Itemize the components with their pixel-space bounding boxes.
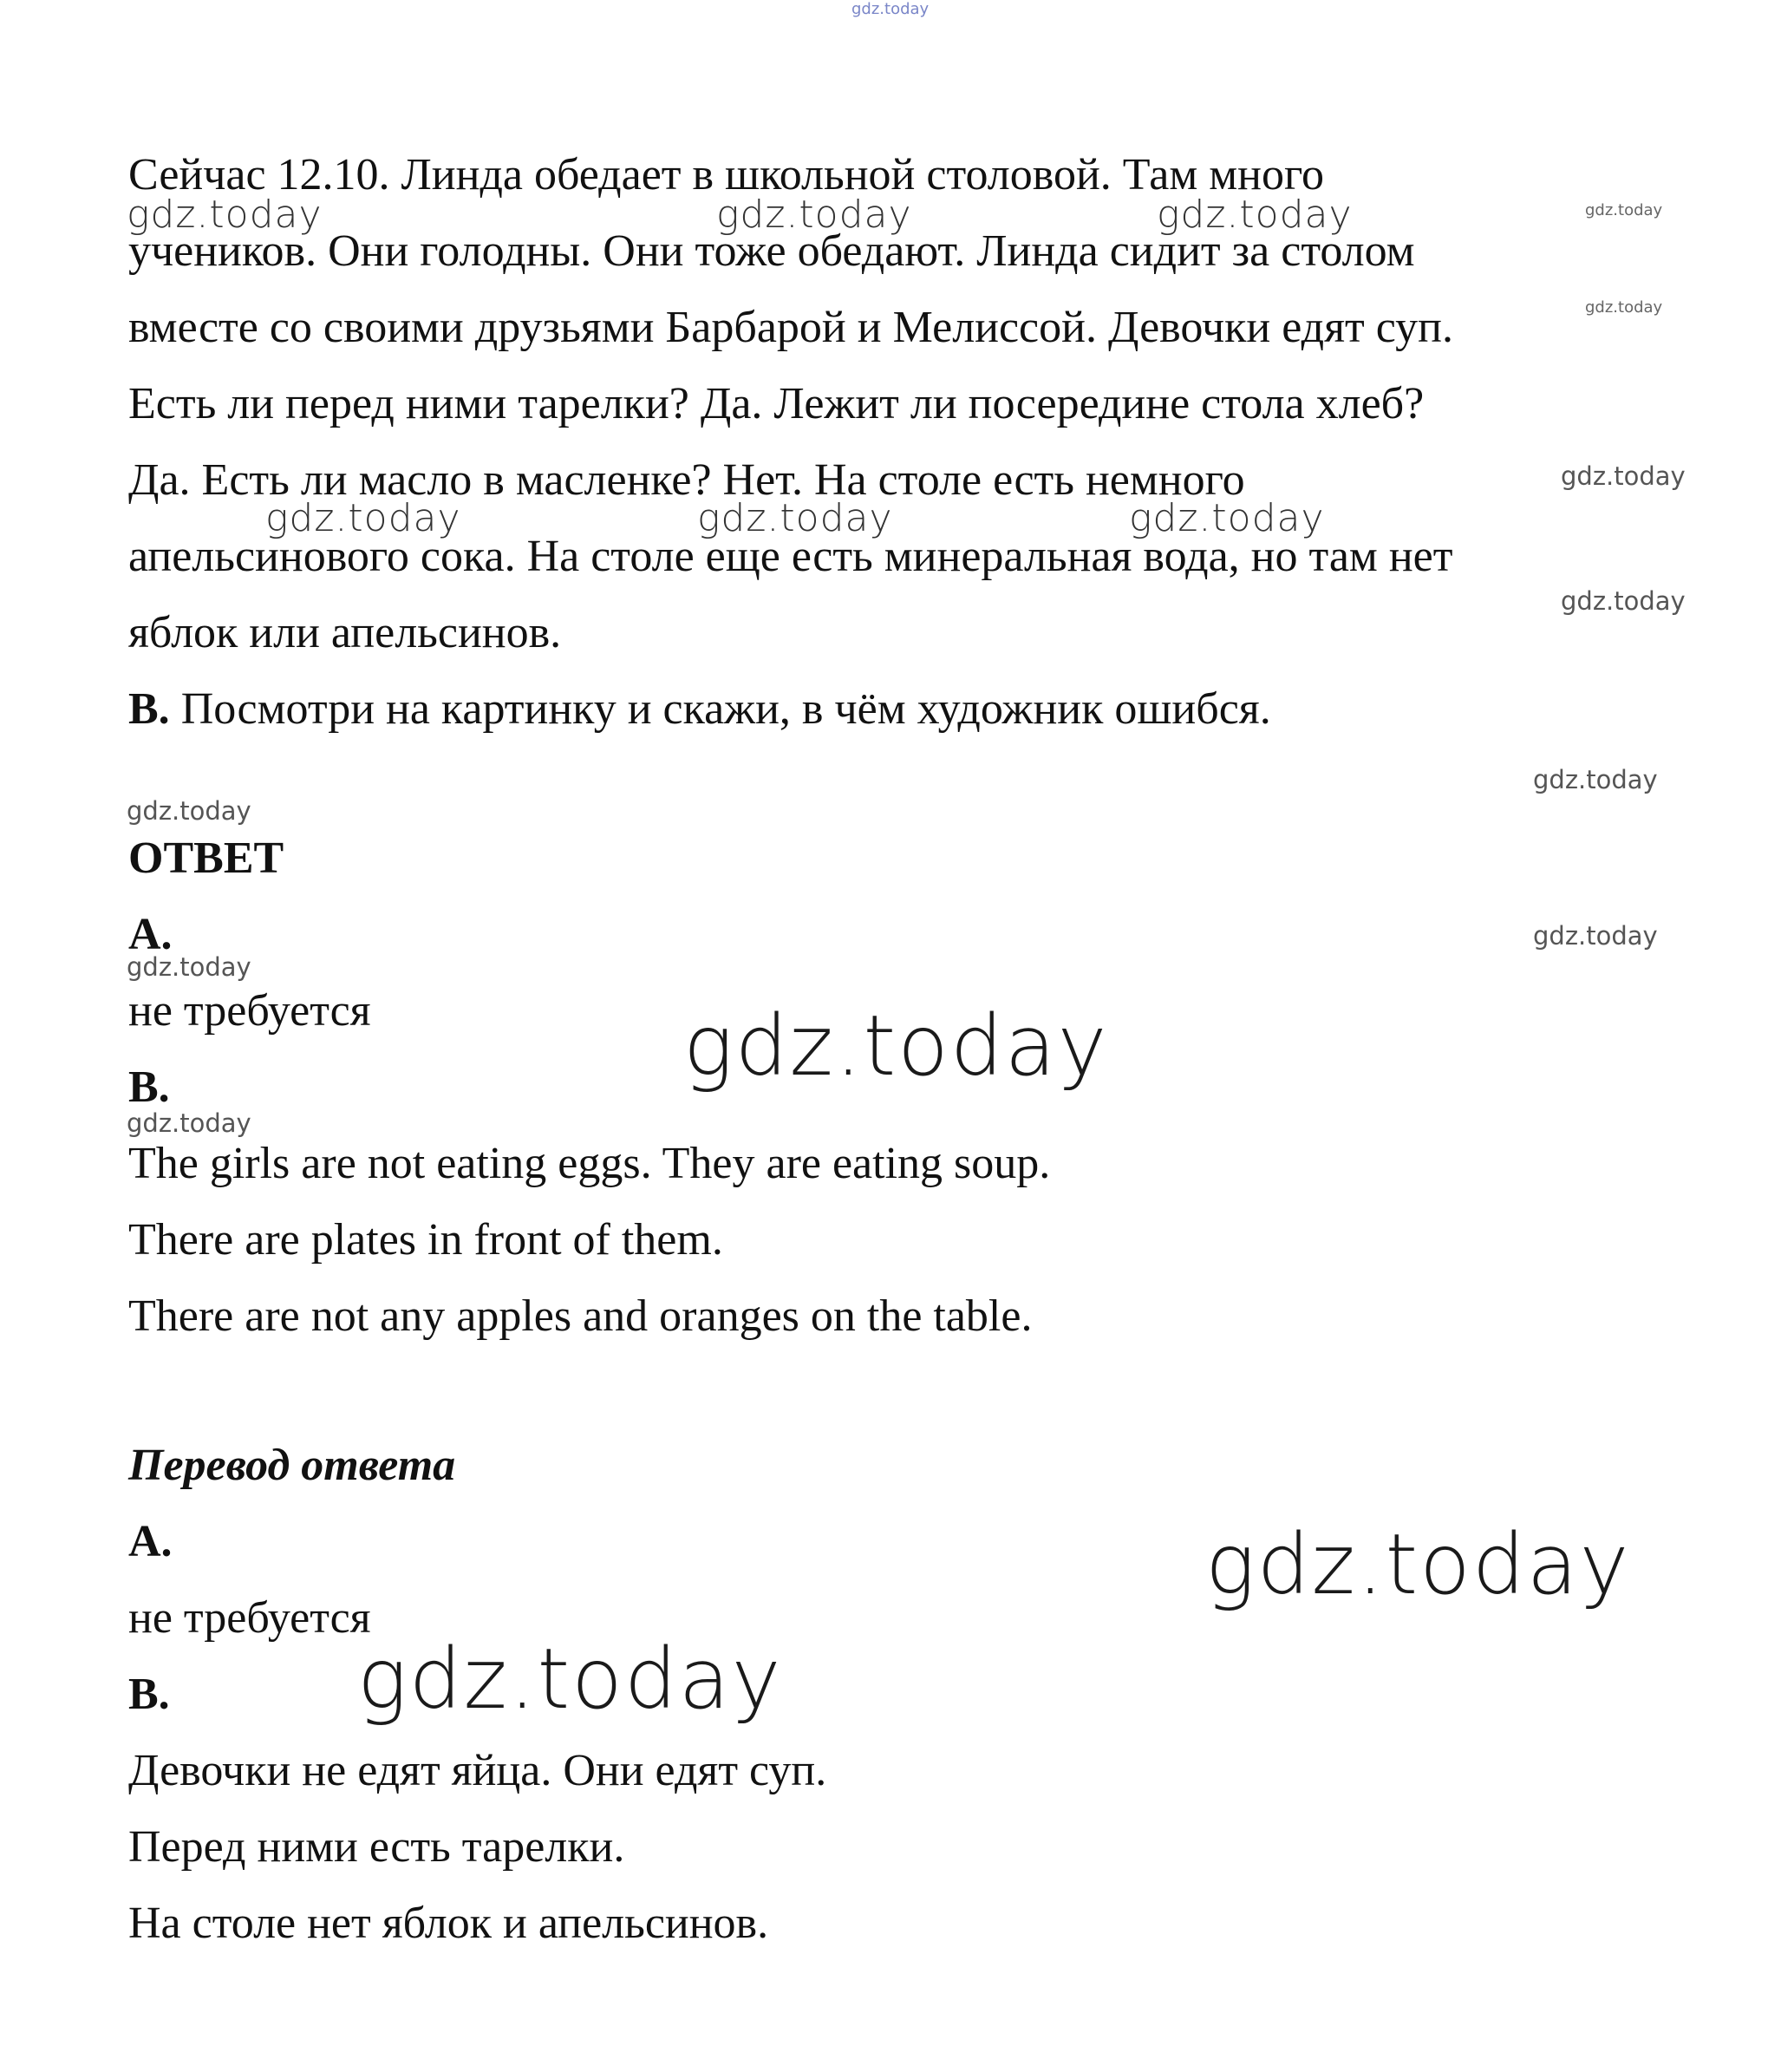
watermark: gdz.today: [1205, 1516, 1631, 1613]
translation-b-line-1: Девочки не едят яйца. Они едят суп.: [128, 1746, 827, 1795]
watermark: gdz.today: [265, 496, 461, 540]
task-text-line-5: Да. Есть ли масло в масленке? Нет. На столе есть немного: [128, 455, 1245, 505]
translation-a-text: не требуется: [128, 1593, 371, 1643]
translation-a-label: A.: [128, 1517, 173, 1566]
task-text-line-2: учеников. Они голодны. Они тоже обедают. Линда сидит за столом: [128, 226, 1415, 276]
task-text-line-7: яблок или апельсинов.: [128, 608, 562, 657]
watermark: gdz.today: [1129, 496, 1325, 540]
watermark: gdz.today: [1561, 461, 1686, 491]
watermark: gdz.today: [127, 193, 323, 237]
watermark: gdz.today: [1533, 921, 1658, 951]
answer-a-label: A.: [128, 910, 173, 959]
watermark: gdz.today: [851, 0, 930, 18]
task-text-line-1: Сейчас 12.10. Линда обедает в школьной столовой. Там много: [128, 150, 1324, 199]
answer-heading: ОТВЕТ: [128, 833, 284, 883]
translation-b-line-2: Перед ними есть тарелки.: [128, 1822, 625, 1872]
translation-heading: Перевод ответа: [128, 1441, 456, 1490]
task-b-text: Посмотри на картинку и скажи, в чём художник ошибся.: [180, 684, 1271, 734]
answer-b-line-1: The girls are not eating eggs. They are eating soup.: [128, 1139, 1051, 1188]
answer-b-label: B.: [128, 1062, 170, 1112]
watermark: gdz.today: [127, 796, 251, 826]
task-b-line: [128, 683, 1271, 735]
translation-b-label: B.: [128, 1670, 170, 1719]
watermark: gdz.today: [1561, 586, 1686, 616]
watermark: gdz.today: [127, 1108, 251, 1138]
watermark: gdz.today: [1585, 298, 1663, 317]
watermark: gdz.today: [683, 997, 1109, 1095]
watermark: gdz.today: [1157, 193, 1353, 237]
answer-a-text: не требуется: [128, 986, 371, 1036]
task-text-line-4: Есть ли перед ними тарелки? Да. Лежит ли посередине стола хлеб?: [128, 379, 1425, 428]
answer-b-line-3: There are not any apples and oranges on the table.: [128, 1291, 1033, 1341]
task-text-line-3: вместе со своими друзьями Барбарой и Мелиссой. Девочки едят суп.: [128, 303, 1453, 352]
answer-b-line-2: There are plates in front of them.: [128, 1215, 723, 1265]
watermark: gdz.today: [697, 496, 893, 540]
watermark: gdz.today: [127, 952, 251, 982]
watermark: gdz.today: [716, 193, 912, 237]
watermark: gdz.today: [1533, 765, 1658, 794]
task-b-label: B.: [128, 684, 170, 734]
watermark: gdz.today: [1585, 201, 1663, 219]
watermark: gdz.today: [357, 1631, 783, 1728]
task-text-line-6: апельсинового сока. На столе еще есть минеральная вода, но там нет: [128, 532, 1453, 581]
translation-b-line-3: На столе нет яблок и апельсинов.: [128, 1899, 769, 1948]
